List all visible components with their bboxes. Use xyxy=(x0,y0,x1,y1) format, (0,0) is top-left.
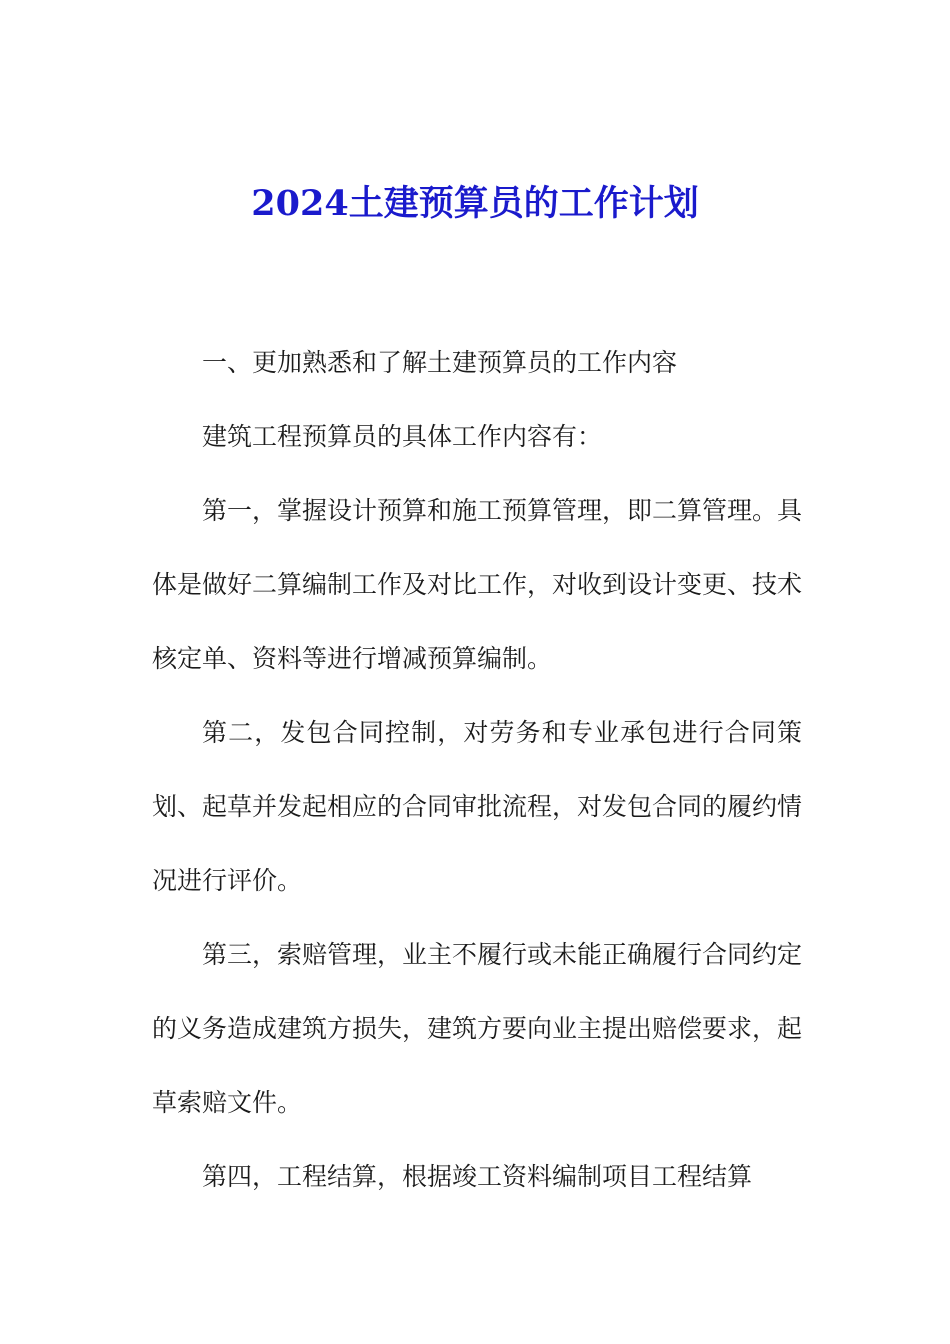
paragraph-intro: 建筑工程预算员的具体工作内容有： xyxy=(202,422,603,451)
document-title: 2024土建预算员的工作计划 xyxy=(251,183,699,224)
paragraph-section-heading: 一、更加熟悉和了解土建预算员的工作内容 xyxy=(202,348,678,377)
paragraph-fourth: 第四，工程结算，根据竣工资料编制项目工程结算 xyxy=(202,1162,753,1191)
paragraph-second: 第二，发包合同控制，对劳务和专业承包进行合同策划、起草并发起相应的合同审批流程，对发包合同的履约情况进行评价。 xyxy=(152,718,803,895)
paragraph-third: 第三，索赔管理，业主不履行或未能正确履行合同约定的义务造成建筑方损失，建筑方要向业主提出赔偿要求，起草索赔文件。 xyxy=(152,940,803,1117)
document-body xyxy=(152,326,802,1214)
paragraph-first: 第一，掌握设计预算和施工预算管理，即二算管理。具体是做好二算编制工作及对比工作，对收到设计变更、技术核定单、资料等进行增减预算编制。 xyxy=(152,496,803,673)
